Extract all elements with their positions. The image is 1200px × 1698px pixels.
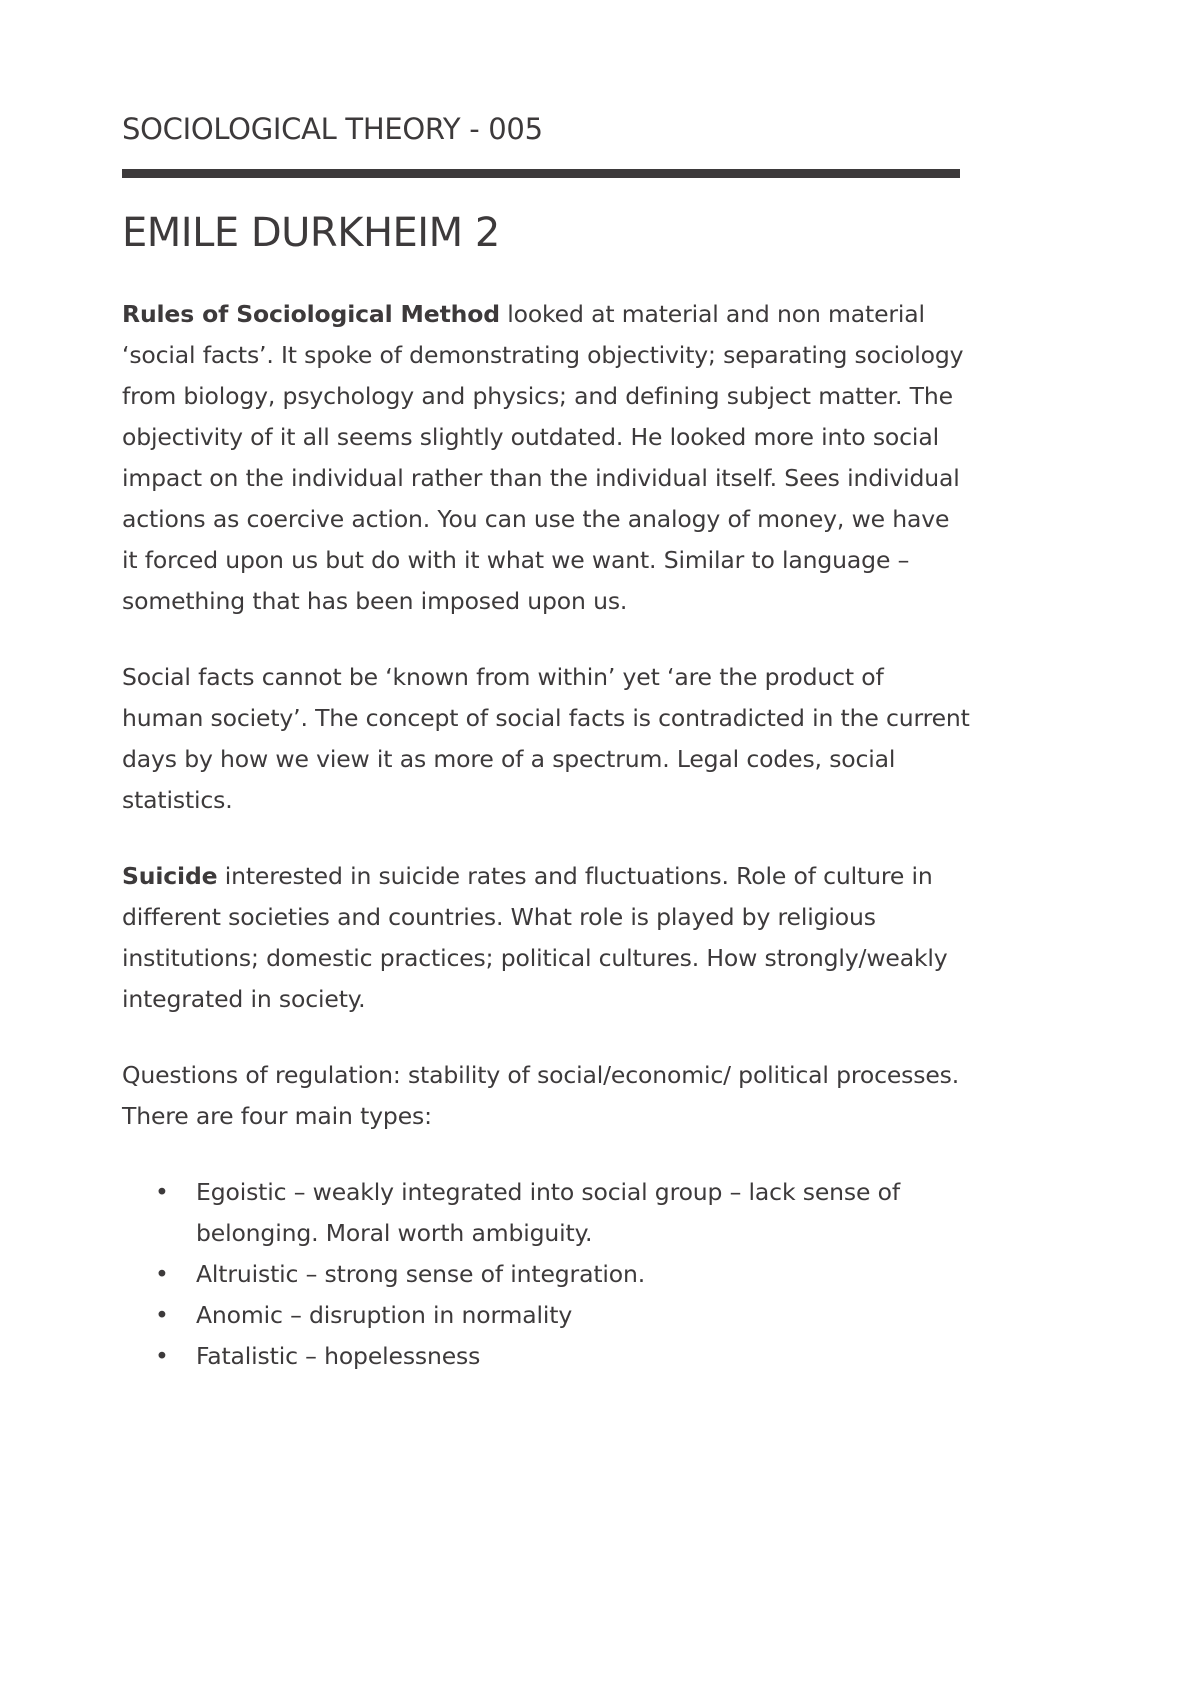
paragraph-lead: Rules of Sociological Method [122,300,500,328]
paragraph-text: looked at material and non material ‘social facts’. It spoke of demonstrating objectivity; separating sociology from biology, psychology and physics; and defining subject matter. The objectivity of it all seems slightly outdated. He looked more into social impact on the individual rather than the individual itself. Sees individual actions as coercive action. You can use the analogy of money, we have it forced upon us but do with it what we want. Similar to language – something that has been imposed upon us. [122,300,964,615]
list-item-text: Egoistic – weakly integrated into social group – lack sense of belonging. Moral worth ambiguity. [196,1178,900,1247]
paragraph-text: Social facts cannot be ‘known from within’ yet ‘are the product of human society’. The concept of social facts is contradicted in the current days by how we view it as more of a spectrum. Legal codes, social statistics. [122,663,970,814]
bullet-icon: • [155,1342,169,1370]
list-item-text: Anomic – disruption in normality [196,1301,573,1329]
list-item-anomic [122,1295,972,1336]
bullet-icon: • [155,1301,169,1329]
bullet-icon: • [155,1178,169,1206]
course-title: SOCIOLOGICAL THEORY - 005 [122,112,543,146]
document-heading: EMILE DURKHEIM 2 [122,210,500,256]
paragraph-text: Questions of regulation: stability of social/economic/ political processes. There are four main types: [122,1061,960,1130]
list-item-text: Altruistic – strong sense of integration. [196,1260,646,1288]
paragraph-text: interested in suicide rates and fluctuations. Role of culture in different societies and countries. What role is played by religious institutions; domestic practices; political cultures. How strongly/weakly integrated in society. [122,862,948,1013]
list-item-altruistic [122,1254,972,1295]
list-item-fatalistic [122,1336,972,1377]
document-body [122,294,972,1377]
suicide-types-list [122,1172,972,1377]
bullet-icon: • [155,1260,169,1288]
paragraph-social-facts [122,657,972,821]
paragraph-lead: Suicide [122,862,218,890]
title-underline-rule [122,169,960,178]
paragraph-suicide [122,856,972,1020]
list-item-text: Fatalistic – hopelessness [196,1342,481,1370]
paragraph-regulation [122,1055,972,1137]
list-item-egoistic [122,1172,972,1254]
paragraph-rules-of-method [122,294,972,622]
